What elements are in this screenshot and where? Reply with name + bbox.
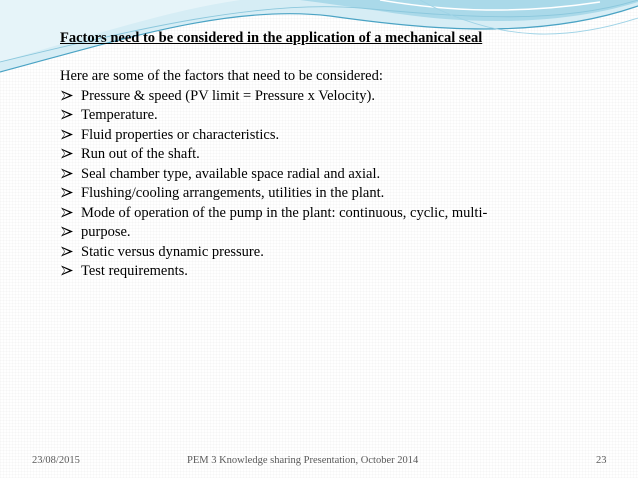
bullet-text: Mode of operation of the pump in the plant: continuous, cyclic, multi- [81,204,488,221]
arrowhead-bullet-icon [60,148,74,159]
bullet-text: Static versus dynamic pressure. [81,243,264,260]
arrowhead-bullet-icon [60,90,74,101]
slide-title: Factors need to be considered in the application of a mechanical seal [60,30,483,46]
bullet-text: Run out of the shaft. [81,146,200,162]
slide-content [60,28,620,282]
bullet-item [60,87,620,107]
bullet-text: Flushing/cooling arrangements, utilities in the plant. [81,185,385,201]
footer-date: 23/08/2015 [32,455,80,466]
bullet-text: Fluid properties or characteristics. [81,126,280,143]
intro-text: Here are some of the factors that need to be considered: [60,68,383,84]
bullet-text: purpose. [81,224,131,240]
arrowhead-bullet-icon [60,109,74,120]
footer-presentation-title: PEM 3 Knowledge sharing Presentation, October 2014 [187,455,419,466]
bullet-item [60,165,620,185]
bullet-item [60,126,620,146]
arrowhead-bullet-icon [60,187,74,198]
bullet-list [60,87,620,282]
bullet-item [60,262,620,282]
slide-footer [0,455,638,473]
arrowhead-bullet-icon [60,129,74,140]
bullet-text: Seal chamber type, available space radial and axial. [81,165,381,182]
arrowhead-bullet-icon [60,265,74,276]
footer-page-number: 23 [596,455,607,466]
arrowhead-bullet-icon [60,226,74,237]
bullet-item [60,243,620,263]
bullet-text: Temperature. [81,107,158,123]
bullet-text: Pressure & speed (PV limit = Pressure x Velocity). [81,87,375,104]
bullet-item [60,106,620,126]
bullet-item [60,145,620,165]
arrowhead-bullet-icon [60,168,74,179]
bullet-item [60,204,620,224]
bullet-item [60,223,620,243]
arrowhead-bullet-icon [60,246,74,257]
bullet-text: Test requirements. [81,263,188,279]
arrowhead-bullet-icon [60,207,74,218]
bullet-item [60,184,620,204]
